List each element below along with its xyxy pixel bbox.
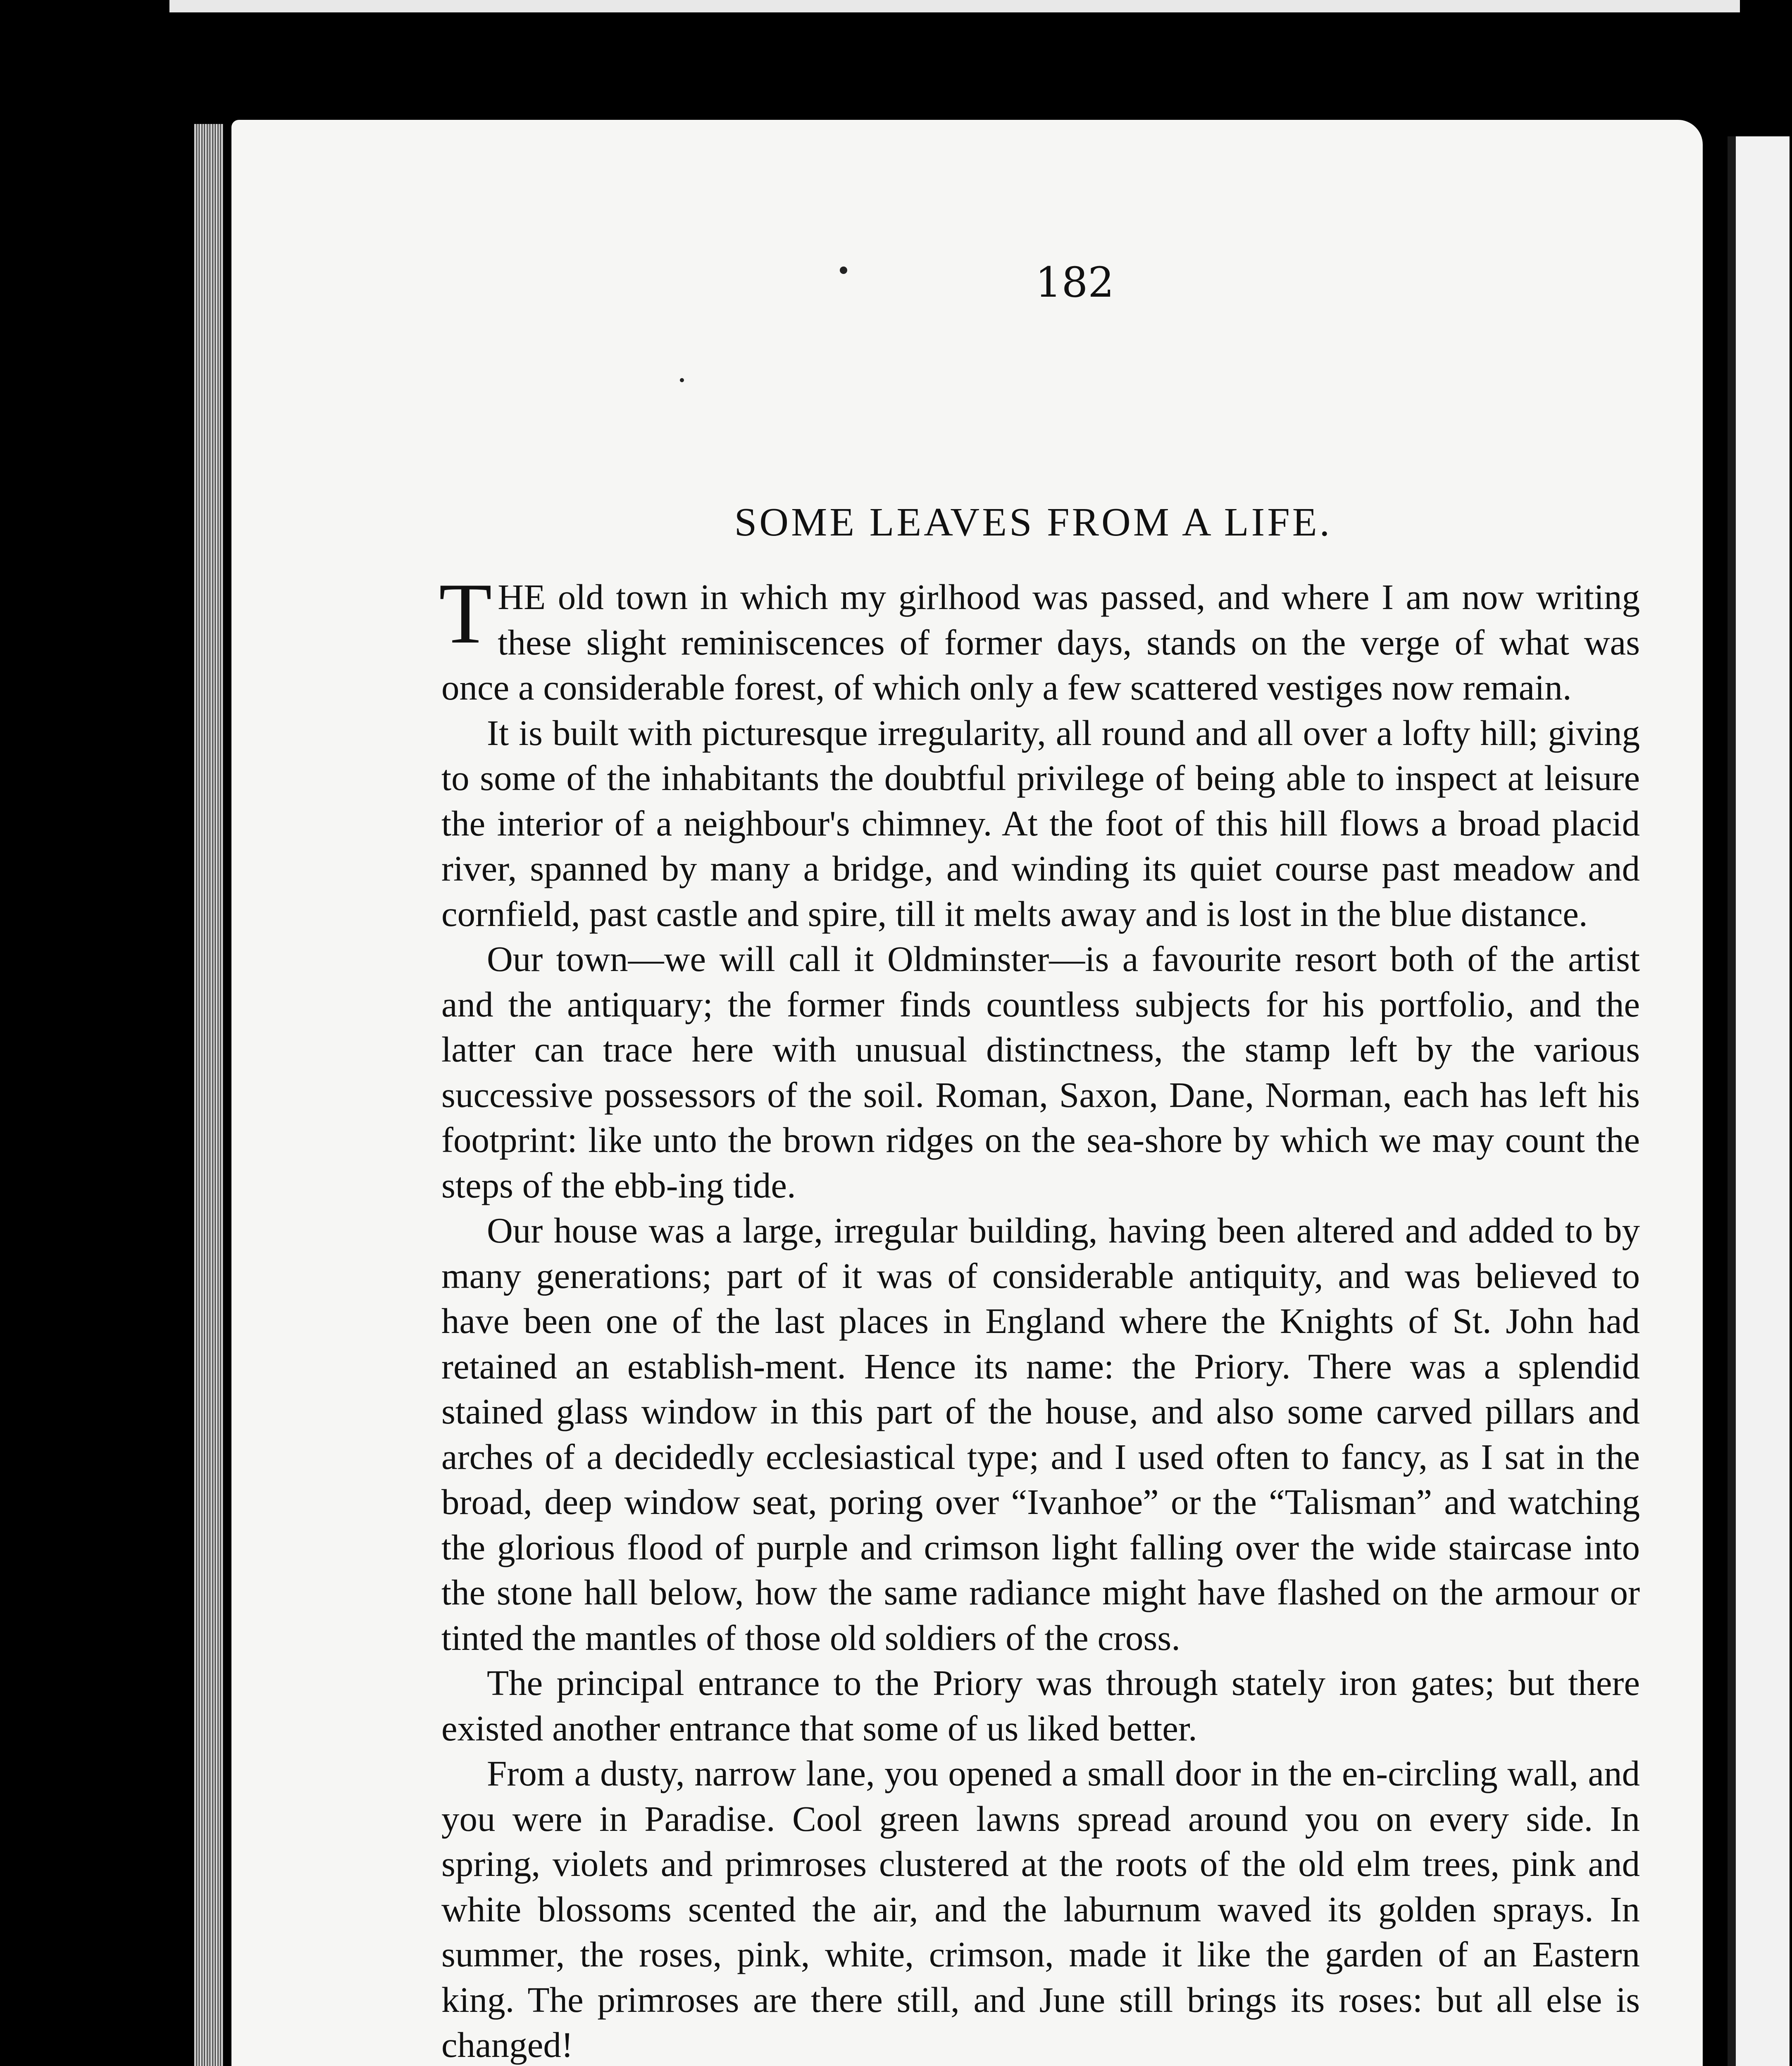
paragraph-6: From a dusty, narrow lane, you opened a small door in the en-circling wall, and you were in Paradise. Cool green lawns spread around you on every side. In spring, violets and primroses clustered at the roots of the old elm trees, pink and white blossoms scented the air, and the laburnum waved its golden sprays. In summer, the roses, pink, white, crimson, made it like the garden of an Eastern king. The primroses are there still, and June still brings its roses: but all else is changed! <box>441 1753 1640 2065</box>
previous-page-edge <box>169 0 1740 12</box>
paragraph-2: It is built with picturesque irregularity, all round and all over a lofty hill; giving to some of the inhabitants the doubtful privilege of being able to inspect at leisure the interior of a neighbour's chimney. At the foot of this hill flows a broad placid river, spanned by many a bridge, and winding its quiet course past meadow and cornfield, past castle and spire, till it melts away and is lost in the blue distance. <box>441 712 1640 934</box>
paragraph-text: HE old town in which my girlhood was passed, and where I am now writing these slight reminiscences of former days, stands on the verge of what was once a considerable forest, of which only a few scattered vestiges now remain. <box>441 577 1640 707</box>
ink-speck <box>680 378 684 382</box>
paragraph-4: Our house was a large, irregular building, having been altered and added to by many generations; part of it was of considerable antiquity, and was believed to have been one of the last places in England where the Knights of St. John had retained an establish-ment. Hence its name: the Priory. There was a splendid stained glass window in this part of the house, and also some carved pillars and arches of a decidedly ecclesiastical type; and I used often to fancy, as I sat in the broad, deep window seat, poring over “Ivanhoe” or the “Talisman” and watching the glorious flood of purple and crimson light falling over the wide staircase into the stone hall below, how the same radiance might have flashed on the armour or tinted the mantles of those old soldiers of the cross. <box>441 1210 1640 1658</box>
binding-page-edges <box>194 124 223 2066</box>
page-number: 182 <box>1035 258 1114 307</box>
ink-speck <box>840 267 847 274</box>
paragraph-3: Our town—we will call it Oldminster—is a favourite resort both of the artist and the antiquary; the former finds countless subjects for his portfolio, and the latter can trace here with unusual distinctness, the stamp left by the various successive possessors of the soil. Roman, Saxon, Dane, Norman, each has left his footprint: like unto the brown ridges on the sea-shore by which we may count the steps of the ebb-ing tide. <box>441 939 1640 1205</box>
article-title: SOME LEAVES FROM A LIFE. <box>734 500 1332 545</box>
paragraph-5: The principal entrance to the Priory was through stately iron gates; but there existed another entrance that some of us liked better. <box>441 1663 1640 1748</box>
article-body <box>439 566 1640 2066</box>
drop-cap: T <box>439 566 492 662</box>
next-page-edge <box>1728 136 1790 2066</box>
paragraph-1 <box>439 566 1640 710</box>
